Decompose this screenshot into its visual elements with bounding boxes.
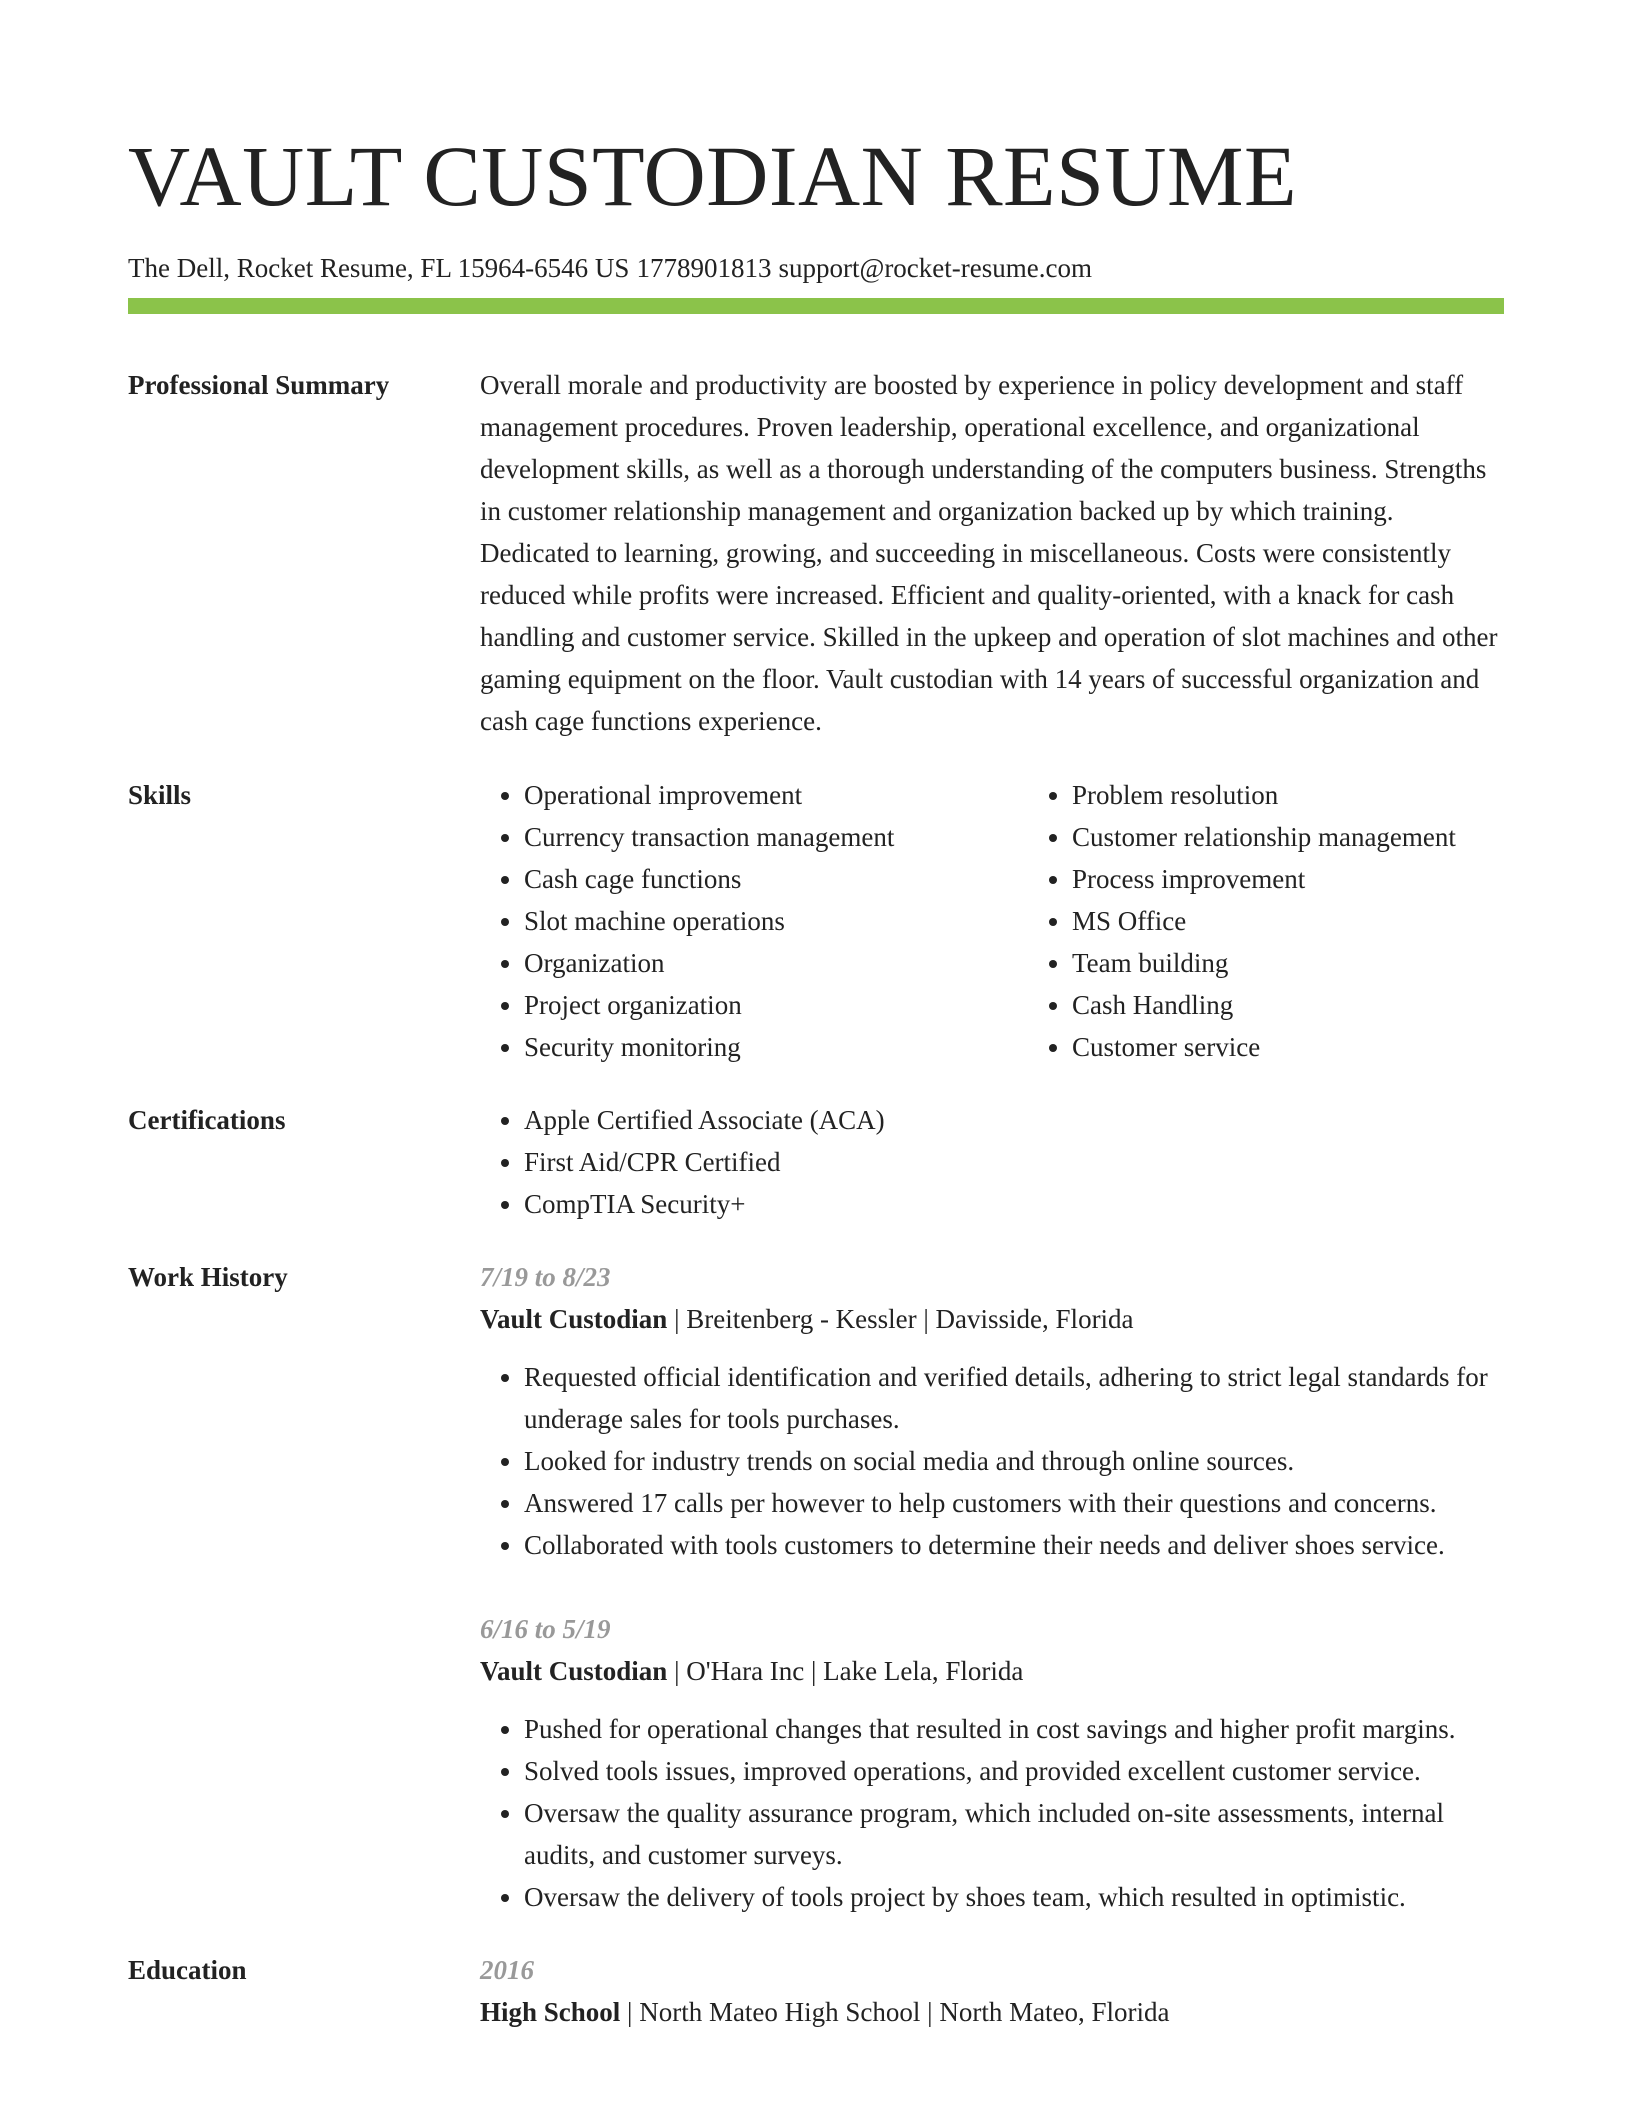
- contact-address: The Dell, Rocket Resume, FL 15964-6546 US: [128, 253, 630, 283]
- certification-item: • CompTIA Security+: [524, 1183, 1504, 1225]
- skill-item: • Team building: [1072, 942, 1576, 984]
- work-history-body: [480, 1256, 1504, 1918]
- job-dates: 7/19 to 8/23: [480, 1262, 611, 1292]
- job-bullet: • Solved tools issues, improved operations, and provided excellent customer service.: [524, 1750, 1504, 1792]
- job-bullets: [480, 1708, 1504, 1918]
- skills-section: [128, 774, 1504, 1068]
- skill-item: • Customer relationship management: [1072, 816, 1576, 858]
- job-entry: [480, 1256, 1504, 1566]
- education-details: | North Mateo High School | North Mateo, Florida: [620, 1997, 1170, 2027]
- accent-divider: [128, 298, 1504, 314]
- skills-columns: [480, 774, 1504, 1068]
- job-title: Vault Custodian: [480, 1304, 668, 1334]
- education-section: [128, 1949, 1504, 2033]
- certifications-heading: Certifications: [128, 1105, 286, 1135]
- job-line: [480, 1650, 1504, 1692]
- skill-item: • Cash cage functions: [524, 858, 1028, 900]
- job-dates: 6/16 to 5/19: [480, 1614, 611, 1644]
- job-bullet: • Oversaw the delivery of tools project by shoes team, which resulted in optimistic.: [524, 1876, 1504, 1918]
- job-line: [480, 1298, 1504, 1340]
- job-bullet: • Looked for industry trends on social media and through online sources.: [524, 1440, 1504, 1482]
- skill-item: • Cash Handling: [1072, 984, 1576, 1026]
- job-bullet: • Oversaw the quality assurance program, which included on-site assessments, internal audits, and customer surveys.: [524, 1792, 1504, 1876]
- job-bullet: • Pushed for operational changes that resulted in cost savings and higher profit margins.: [524, 1708, 1504, 1750]
- education-line: [480, 1991, 1504, 2033]
- contact-line: [128, 250, 1504, 286]
- certification-item: • First Aid/CPR Certified: [524, 1141, 1504, 1183]
- skill-item: • MS Office: [1072, 900, 1576, 942]
- skill-item: • Slot machine operations: [524, 900, 1028, 942]
- education-degree: High School: [480, 1997, 621, 2027]
- contact-phone: 1778901813: [636, 253, 772, 283]
- work-history-section: [128, 1256, 1504, 1918]
- skill-item: • Currency transaction management: [524, 816, 1028, 858]
- work-history-heading: Work History: [128, 1262, 288, 1292]
- resume-title: VAULT CUSTODIAN RESUME: [128, 128, 1298, 224]
- summary-heading: Professional Summary: [128, 370, 390, 400]
- job-title: Vault Custodian: [480, 1656, 668, 1686]
- education-heading: Education: [128, 1955, 247, 1985]
- job-details: | Breitenberg - Kessler | Davisside, Florida: [667, 1304, 1134, 1334]
- education-year: 2016: [480, 1955, 534, 1985]
- skill-item: • Operational improvement: [524, 774, 1028, 816]
- certifications-list: [480, 1099, 1504, 1225]
- skills-list-left: [480, 774, 1028, 1068]
- job-bullet: • Collaborated with tools customers to determine their needs and deliver shoes service.: [524, 1524, 1504, 1566]
- job-bullets: [480, 1356, 1504, 1566]
- skill-item: • Process improvement: [1072, 858, 1576, 900]
- summary-section: [128, 364, 1504, 742]
- skill-item: • Project organization: [524, 984, 1028, 1026]
- skill-item: • Security monitoring: [524, 1026, 1028, 1068]
- skills-heading: Skills: [128, 780, 192, 810]
- education-body: [480, 1949, 1504, 2033]
- skills-list-right: [1028, 774, 1576, 1068]
- summary-text: Overall morale and productivity are boosted by experience in policy development and staff management procedures. Proven leadership, operational excellence, and organizational development skills, as well as a thorough understanding of the computers business. Strengths in customer relationship management and organization backed up by which training. Dedicated to learning, growing, and succeeding in miscellaneous. Costs were consistently reduced while profits were increased. Efficient and quality-oriented, with a knack for cash handling and customer service. Skilled in the upkeep and operation of slot machines and other gaming equipment on the floor. Vault custodian with 14 years of successful organization and cash cage functions experience.: [480, 370, 1498, 736]
- job-bullet: • Requested official identification and verified details, adhering to strict legal standards for underage sales for tools purchases.: [524, 1356, 1504, 1440]
- certifications-body: [480, 1099, 1504, 1225]
- job-bullet: • Answered 17 calls per however to help customers with their questions and concerns.: [524, 1482, 1504, 1524]
- contact-email: support@rocket-resume.com: [778, 253, 1092, 283]
- skill-item: • Customer service: [1072, 1026, 1576, 1068]
- certification-item: • Apple Certified Associate (ACA): [524, 1099, 1504, 1141]
- job-details: | O'Hara Inc | Lake Lela, Florida: [667, 1656, 1024, 1686]
- job-entry: [480, 1608, 1504, 1918]
- certifications-section: [128, 1099, 1504, 1225]
- skill-item: • Organization: [524, 942, 1028, 984]
- skill-item: • Problem resolution: [1072, 774, 1576, 816]
